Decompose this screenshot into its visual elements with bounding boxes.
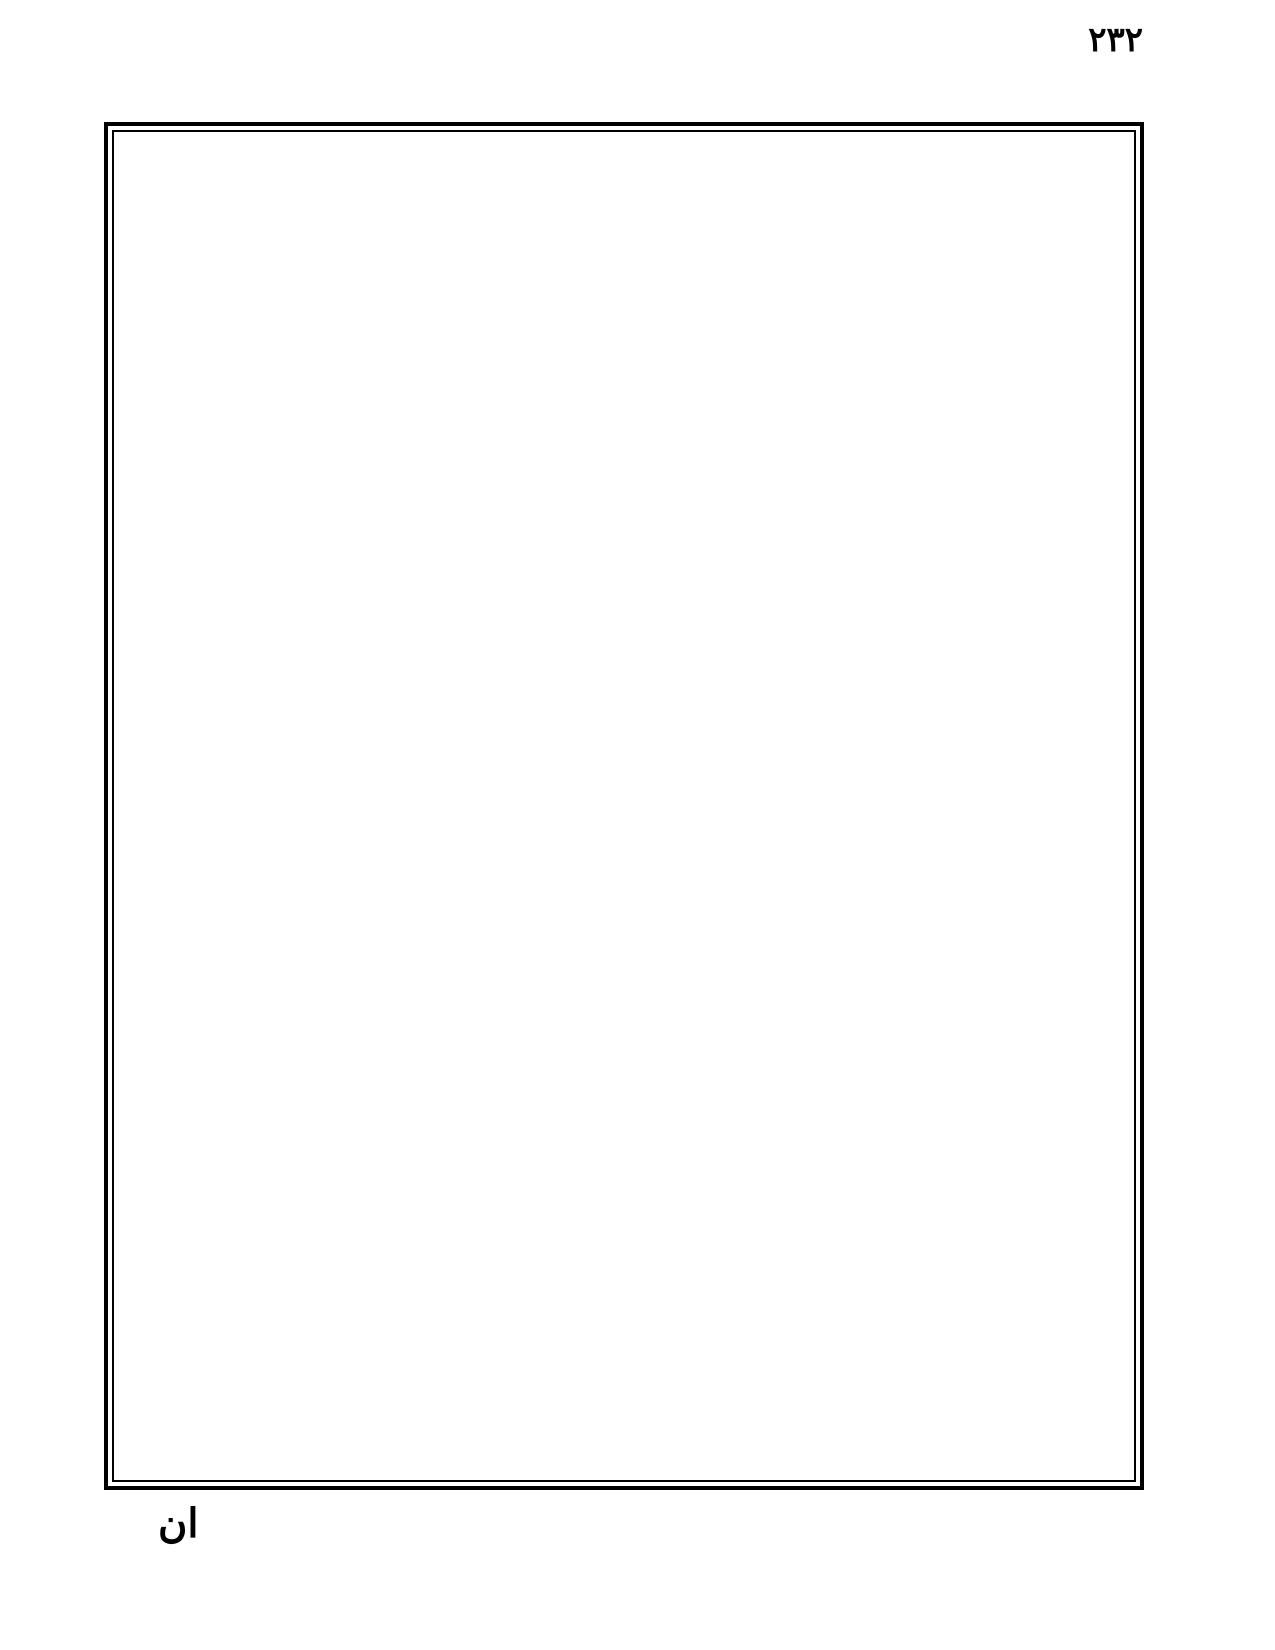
text-line	[122, 282, 1126, 318]
text-line	[122, 427, 1126, 463]
text-line	[122, 680, 1126, 716]
text-line	[122, 1005, 1126, 1041]
text-line	[122, 860, 1126, 896]
text-line	[122, 1113, 1126, 1149]
text-block	[122, 138, 1126, 1474]
text-line	[122, 1438, 1126, 1474]
text-line	[122, 174, 1126, 210]
text-line	[122, 210, 1126, 246]
text-line	[122, 1257, 1126, 1293]
text-line	[122, 319, 1126, 355]
text-line	[122, 1041, 1126, 1077]
text-line	[122, 463, 1126, 499]
text-line	[122, 644, 1126, 680]
text-line	[122, 1185, 1126, 1221]
text-line	[122, 969, 1126, 1005]
text-line	[122, 355, 1126, 391]
text-line	[122, 824, 1126, 860]
text-line	[122, 535, 1126, 571]
text-line	[122, 607, 1126, 643]
text-line	[122, 138, 1126, 174]
page-number: ٢٣٢	[1088, 20, 1143, 60]
text-line	[122, 499, 1126, 535]
text-line	[122, 1402, 1126, 1438]
text-line	[122, 752, 1126, 788]
text-frame	[112, 130, 1136, 1482]
text-line	[122, 1294, 1126, 1330]
text-line	[122, 1366, 1126, 1402]
text-line	[122, 716, 1126, 752]
text-line	[122, 896, 1126, 932]
text-line	[122, 788, 1126, 824]
text-line	[122, 1077, 1126, 1113]
text-line	[122, 571, 1126, 607]
text-line	[122, 391, 1126, 427]
catchword: ان	[158, 1500, 199, 1547]
text-line	[122, 246, 1126, 282]
text-line	[122, 1330, 1126, 1366]
text-line	[122, 1149, 1126, 1185]
text-line	[122, 1221, 1126, 1257]
text-line	[122, 932, 1126, 968]
